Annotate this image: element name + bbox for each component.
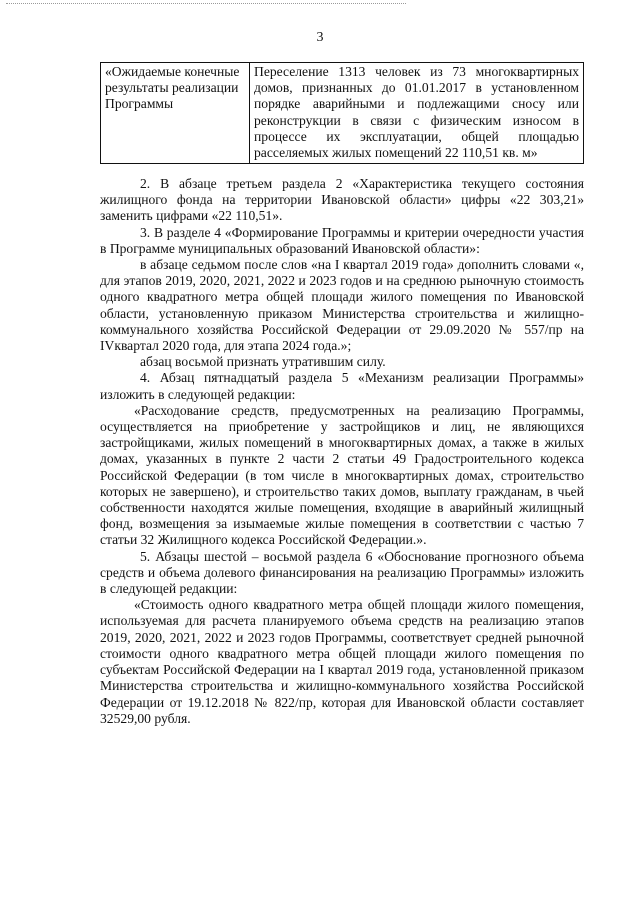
document-body (100, 176, 584, 727)
paragraph-item-3: 3. В разделе 4 «Формирование Программы и критерии очередности участия в Программе муниципальных образований Ивановской области»: (100, 224, 584, 256)
paragraph-quote-1: «Расходование средств, предусмотренных на реализацию Программы, осуществляется на приобретение у застройщиков и лиц, не являющихся застройщиками, жилых помещений в многоквартирных домах, а также в жилых домах, указанных в пункте 2 части 2 статьи 49 Градостроительного кодекса Российской Федерации (в том числе в многоквартирных домах, строительство которых не завершено), и строительство таких домов, выплату гражданам, в чьей собственности находятся жилые помещения, входящие в аварийный жилищный фонд, возмещения за изымаемые жилые помещения в соответствии с частью 7 статьи 32 Жилищного кодекса Российской Федерации.». (100, 402, 584, 548)
table-row (101, 63, 584, 164)
page-number: 3 (316, 30, 324, 45)
results-table (100, 62, 584, 164)
paragraph-item-4: 4. Абзац пятнадцатый раздела 5 «Механизм реализации Программы» изложить в следующей редакции: (100, 370, 584, 402)
paragraph-item-5: 5. Абзацы шестой – восьмой раздела 6 «Обоснование прогнозного объема средств и объема долевого финансирования на реализацию Программы» изложить в следующей редакции: (100, 548, 584, 597)
scan-edge-line (6, 3, 406, 4)
paragraph-subitem-7: в абзаце седьмом после слов «на I квартал 2019 года» дополнить словами «, для этапов 2019, 2020, 2021, 2022 и 2023 годов и на среднюю рыночную стоимость одного квадратного метра общей площади жилого помещения по Ивановской области, установленную приказом Министерства строительства и жилищно-коммунального хозяйства Российской Федерации от 29.09.2020 № 557/пр на IVквартал 2020 года, для этапа 2024 года.»; (100, 257, 584, 354)
table-label-cell: «Ожидаемые конечные результаты реализации Программы (101, 63, 250, 164)
paragraph-subitem-8: абзац восьмой признать утратившим силу. (140, 354, 386, 370)
paragraph-item-2: 2. В абзаце третьем раздела 2 «Характеристика текущего состояния жилищного фонда на территории Ивановской области» цифры «22 303,21» заменить цифрами «22 110,51». (100, 176, 584, 224)
paragraph-quote-2: «Стоимость одного квадратного метра общей площади жилого помещения, используемая для расчета планируемого объема средств на реализацию этапов 2019, 2020, 2021, 2022 и 2023 годов Программы, соответствует средней рыночной стоимости одного квадратного метра общей площади жилого помещения по субъектам Российской Федерации на I квартал 2019 года, установленной приказом Министерства строительства и жилищно-коммунального хозяйства Российской Федерации от 19.12.2018 № 822/пр, которая для Ивановской области составляет 32529,00 рубля. (100, 597, 584, 726)
table-value-cell: Переселение 1313 человек из 73 многоквартирных домов, признанных до 01.01.2017 в установленном порядке аварийными и подлежащими сносу или реконструкции в связи с физическим износом в процессе их эксплуатации, общей площадью расселяемых жилых помещений 22 110,51 кв. м» (250, 63, 584, 164)
